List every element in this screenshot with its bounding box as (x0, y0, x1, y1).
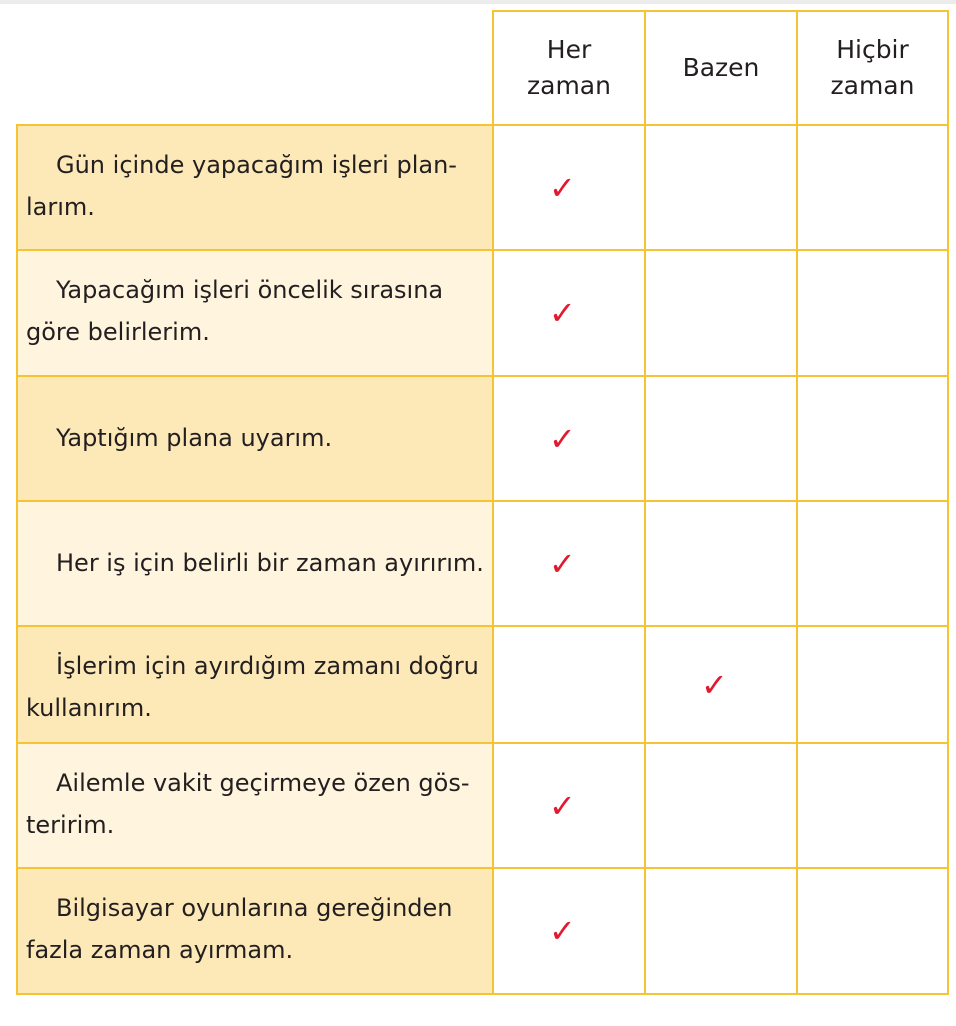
header-line: Her (546, 35, 592, 64)
header-bazen (644, 10, 798, 126)
answer-cell-bazen[interactable] (644, 124, 798, 251)
statement-line-1: Yaptığım plana uyarım. (56, 423, 333, 452)
statement-cell (16, 124, 494, 251)
statement-cell (16, 375, 494, 502)
check-mark-icon: ✓ (549, 786, 576, 825)
statement-cell (16, 249, 494, 377)
statement-cell (16, 867, 494, 995)
answer-cell-bazen[interactable] (644, 625, 798, 744)
answer-cell-her-zaman[interactable] (492, 249, 646, 377)
check-mark-icon: ✓ (549, 294, 576, 332)
statement-line-2: fazla zaman ayırmam. (26, 936, 294, 964)
answer-cell-hicbir-zaman[interactable] (796, 249, 949, 377)
statement-line-1: Her iş için belirli bir zaman ayırırım. (56, 548, 484, 577)
answer-cell-bazen[interactable] (644, 742, 798, 869)
statement-cell (16, 625, 494, 744)
answer-cell-hicbir-zaman[interactable] (796, 375, 949, 502)
check-mark-icon: ✓ (549, 544, 576, 583)
statement-line-1: İşlerim için ayırdığım zamanı doğru (56, 652, 479, 680)
statement-line-1: Ailemle vakit geçirmeye özen gös- (56, 769, 470, 797)
answer-cell-hicbir-zaman[interactable] (796, 500, 949, 627)
statement-line-2: göre belirlerim. (26, 318, 210, 346)
check-mark-icon: ✓ (549, 912, 576, 950)
header-line: zaman (527, 71, 611, 100)
statement-line-1: Gün içinde yapacağım işleri plan- (56, 151, 457, 179)
answer-cell-her-zaman[interactable] (492, 500, 646, 627)
answer-cell-hicbir-zaman[interactable] (796, 625, 949, 744)
answer-cell-her-zaman[interactable] (492, 867, 646, 995)
header-line: Hiçbir (836, 35, 909, 64)
answer-cell-hicbir-zaman[interactable] (796, 742, 949, 869)
statement-cell (16, 500, 494, 627)
check-mark-icon: ✓ (549, 168, 576, 207)
statement-line-2: kullanırım. (26, 694, 152, 722)
answer-cell-her-zaman[interactable] (492, 625, 646, 744)
statement-line-1: Bilgisayar oyunlarına gereğinden (56, 894, 453, 922)
answer-cell-her-zaman[interactable] (492, 375, 646, 502)
header-hicbir-zaman (796, 10, 949, 126)
answer-cell-bazen[interactable] (644, 375, 798, 502)
top-strip (0, 0, 956, 4)
answer-cell-bazen[interactable] (644, 867, 798, 995)
header-line: Bazen (682, 53, 760, 82)
answer-cell-bazen[interactable] (644, 500, 798, 627)
answer-cell-her-zaman[interactable] (492, 124, 646, 251)
check-mark-icon: ✓ (701, 665, 728, 704)
statement-line-1: Yapacağım işleri öncelik sırasına (56, 276, 444, 304)
statement-line-2: larım. (26, 193, 95, 221)
header-her-zaman (492, 10, 646, 126)
answer-cell-her-zaman[interactable] (492, 742, 646, 869)
answer-cell-hicbir-zaman[interactable] (796, 867, 949, 995)
check-mark-icon: ✓ (549, 419, 576, 458)
statement-cell (16, 742, 494, 869)
header-line: zaman (830, 71, 915, 100)
answer-cell-hicbir-zaman[interactable] (796, 124, 949, 251)
statement-line-2: teririm. (26, 811, 115, 839)
answer-cell-bazen[interactable] (644, 249, 798, 377)
